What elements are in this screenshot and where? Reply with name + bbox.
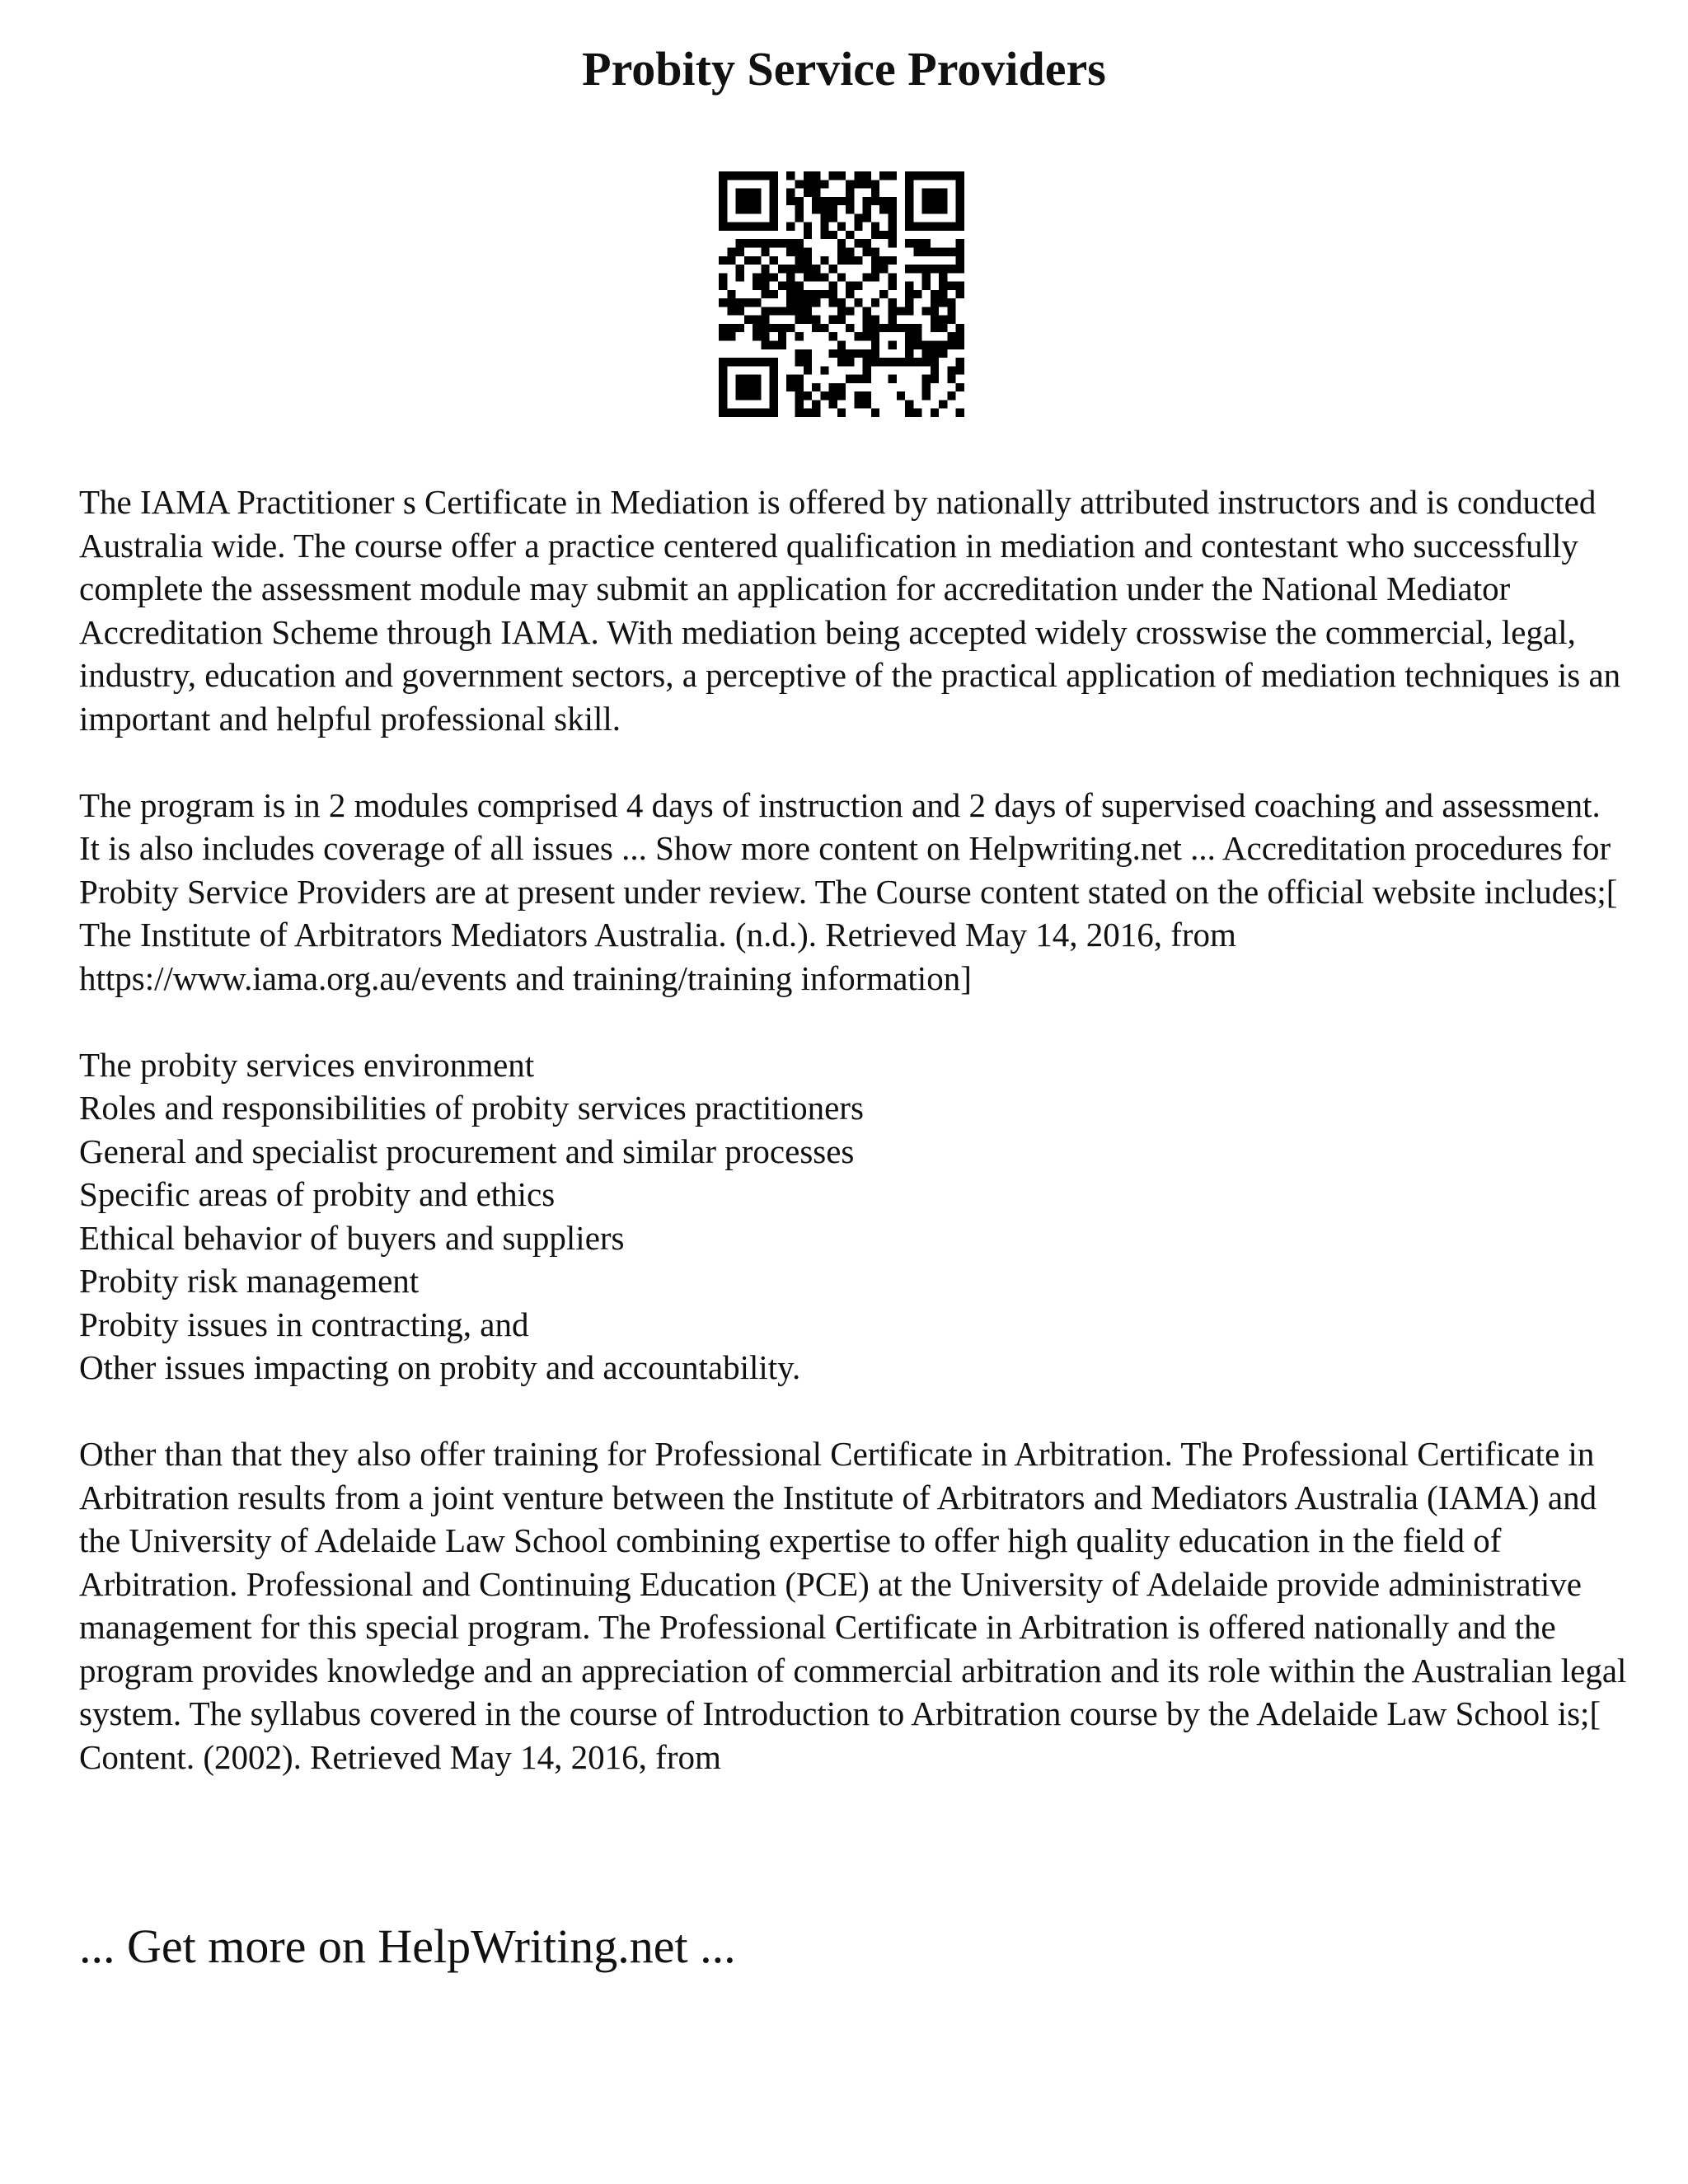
qr-code-icon (719, 171, 964, 417)
list-item: Other issues impacting on probity and accountability. (79, 1348, 801, 1386)
list-item: Roles and responsibilities of probity services practitioners (79, 1089, 864, 1127)
arbitration-paragraph: Other than that they also offer training for Professional Certificate in Arbitration. The Professional Certificate in Arbitration results from a joint venture between the Institute of Arbitrators and Mediators Australia (IAMA) and the University of Adelaide Law School combining expertise to offer high quality education in the field of Arbitration. Professional and Continuing Education (PCE) at the University of Adelaide provide administrative management for this special program. The Professional Certificate in Arbitration is offered nationally and the program provides knowledge and an appreciation of commercial arbitration and its role within the Australian legal system. The syllabus covered in the course of Introduction to Arbitration course by the Adelaide Law School is;[ Content. (2002). Retrieved May 14, 2016, from (79, 1435, 1627, 1776)
list-item: Probity issues in contracting, and (79, 1305, 529, 1343)
intro-paragraph: The IAMA Practitioner s Certificate in Mediation is offered by nationally attributed instructors and is conducted Australia wide. The course offer a practice centered qualification in mediation and contestant who successfully complete the assessment module may submit an application for accreditation under the National Mediator Accreditation Scheme through IAMA. With mediation being accepted widely crosswise the commercial, legal, industry, education and government sectors, a perceptive of the practical application of mediation techniques is an important and helpful professional skill. (79, 483, 1621, 738)
list-item: Ethical behavior of buyers and suppliers (79, 1218, 625, 1257)
program-paragraph: The program is in 2 modules comprised 4 days of instruction and 2 days of supervised coaching and assessment. It is also includes coverage of all issues ... Show more content on Helpwriting.net ... Accreditation procedures for Probity Service Providers are at present under review. The Course content stated on the official website includes;[ The Institute of Arbitrators Mediators Australia. (n.d.). Retrieved May 14, 2016, from https://www.iama.org.au/events and training/training information] (79, 785, 1618, 997)
list-item: General and specialist procurement and similar processes (79, 1132, 855, 1170)
page-title: Probity Service Providers (582, 42, 1106, 96)
get-more-link[interactable]: ... Get more on HelpWriting.net ... (79, 1919, 736, 1973)
course-content-list (79, 1043, 1629, 1390)
article-body (79, 480, 1629, 1822)
list-item: Specific areas of probity and ethics (79, 1175, 556, 1213)
list-item: The probity services environment (79, 1045, 535, 1084)
list-item: Probity risk management (79, 1262, 420, 1300)
